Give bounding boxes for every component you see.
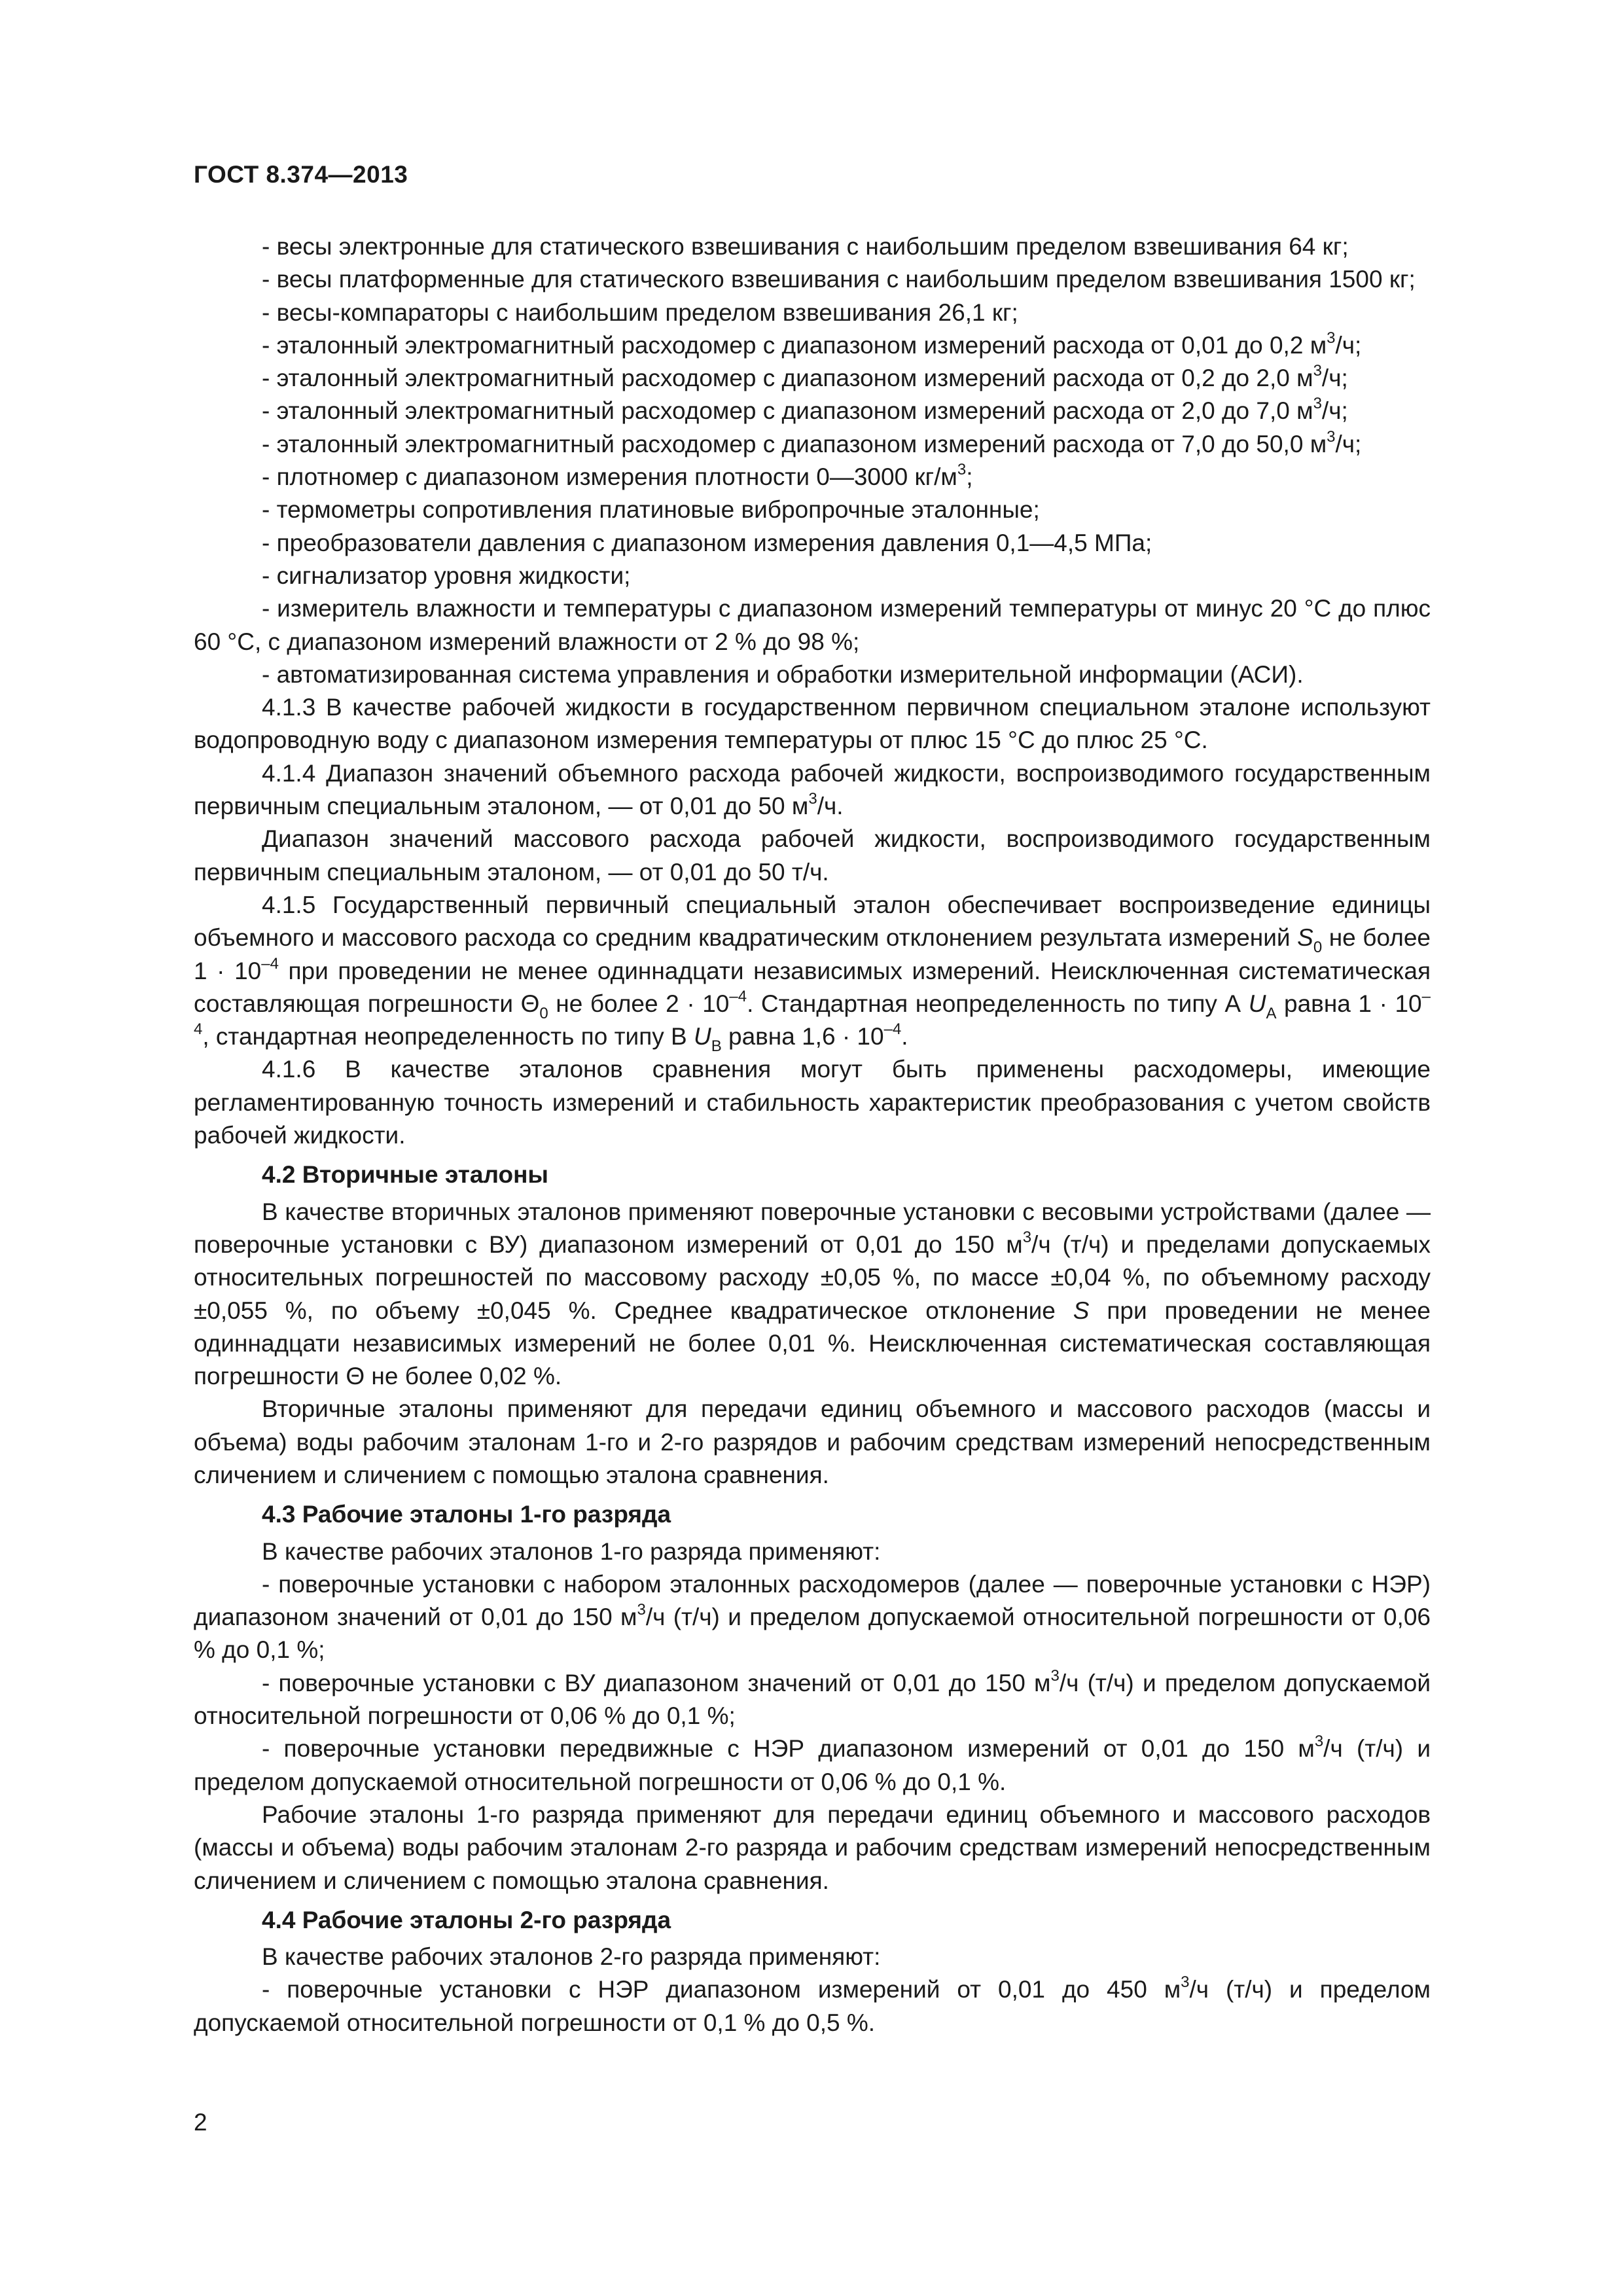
list-item: - поверочные установки с НЭР диапазоном измерений от 0,01 до 450 $м^3/ч$ (т/ч) и пределом допускаемой относительной погрешности от 0,1 % до 0,5 %. xyxy=(194,1973,1431,2036)
document-body xyxy=(194,230,1431,2039)
paragraph: В качестве рабочих эталонов 2-го разряда применяют: xyxy=(262,1943,881,1971)
list-item: - поверочные установки с ВУ диапазоном значений от 0,01 до 150 $м^3/ч$ (т/ч) и пределом допускаемой относительной погрешности от 0,06 % до 0,1 %; xyxy=(194,1666,1431,1730)
section-heading-4-4: 4.4 Рабочие эталоны 2-го разряда xyxy=(262,1906,671,1933)
clause-4-1-3: 4.1.3 В качестве рабочей жидкости в государственном первичном специальном эталоне используют водопроводную воду с диапазоном измерения температуры от плюс 15 °С до плюс 25 °С. xyxy=(194,694,1431,754)
list-item: - поверочные установки передвижные с НЭР диапазоном измерений от 0,01 до 150 $м^3/ч$ (т/ч) и пределом допускаемой относительной погрешности от 0,06 % до 0,1 %. xyxy=(194,1732,1431,1795)
clause-4-1-4: 4.1.4 Диапазон значений объемного расхода рабочей жидкости, воспроизводимого государственным первичным специальным эталоном, — от 0,01 до 50 $м^3/ч$. xyxy=(194,759,1431,820)
list-item: - весы платформенные для статического взвешивания с наибольшим пределом взвешивания 1500 кг; xyxy=(262,266,1416,293)
list-item: - термометры сопротивления платиновые вибропрочные эталонные; xyxy=(262,496,1040,524)
list-item: - эталонный электромагнитный расходомер с диапазоном измерений расхода от 0,01 до 0,2 $м^3/ч$; xyxy=(262,329,1362,359)
list-item: - измеритель влажности и температуры с диапазоном измерений температуры от минус 20 °С до плюс 60 °С, с диапазоном измерений влажности от 2 % до 98 %; xyxy=(194,595,1431,655)
document-header: ГОСТ 8.374—2013 xyxy=(194,161,408,188)
list-item: - весы-компараторы с наибольшим пределом взвешивания 26,1 кг; xyxy=(262,298,1018,326)
list-item: - автоматизированная система управления и обработки измерительной информации (АСИ). xyxy=(262,660,1304,688)
clause-4-1-6: 4.1.6 В качестве эталонов сравнения могут быть применены расходомеры, имеющие регламентированную точность измерений и стабильность характеристик преобразования с учетом свойств рабочей жидкости. xyxy=(194,1056,1431,1149)
list-item: - эталонный электромагнитный расходомер с диапазоном измерений расхода от 0,2 до 2,0 $м^3/ч$; xyxy=(262,362,1348,392)
list-item: - преобразователи давления с диапазоном измерения давления 0,1—4,5 МПа; xyxy=(262,529,1152,556)
list-item: - весы электронные для статического взвешивания с наибольшим пределом взвешивания 64 кг; xyxy=(262,233,1349,260)
list-item: - эталонный электромагнитный расходомер с диапазоном измерений расхода от 7,0 до 50,0 $м^3/ч$; xyxy=(262,427,1362,457)
list-item: - сигнализатор уровня жидкости; xyxy=(262,562,631,589)
list-item: - плотномер с диапазоном измерения плотности 0—3000 $кг/м^3$; xyxy=(262,461,973,491)
list-item: - поверочные установки с набором эталонных расходомеров (далее — поверочные установки с НЭР) диапазоном значений от 0,01 до 150 $м^3/ч$ (т/ч) и пределом допускаемой относительной погрешности от 0,06 % до 0,1 %; xyxy=(194,1570,1431,1664)
paragraph: Вторичные эталоны применяют для передачи единиц объемного и массового расходов (массы и объема) воды рабочим эталонам 1-го и 2-го разрядов и рабочим средствам измерений непосредственным сличением и сличением с помощью эталона сравнения. xyxy=(194,1395,1431,1488)
list-item: - эталонный электромагнитный расходомер с диапазоном измерений расхода от 2,0 до 7,0 $м^3/ч$; xyxy=(262,395,1348,425)
section-heading-4-3: 4.3 Рабочие эталоны 1-го разряда xyxy=(262,1501,671,1528)
paragraph: В качестве вторичных эталонов применяют поверочные установки с весовыми устройствами (далее — поверочные установки с ВУ) диапазоном измерений от 0,01 до 150 $м^3/ч$ (т/ч) и пределами допускаемых относительных погрешностей по массовому расходу ±0,05 %, по массе ±0,04 %, по объемному расходу ±0,055 %, по объему ±0,045 %. Среднее квадратическое отклонение S при проведении не менее одиннадцати независимых измерений не более 0,01 %. Неисключенная систематическая составляющая погрешности Θ не более 0,02 %. xyxy=(194,1198,1431,1390)
section-heading-4-2: 4.2 Вторичные эталоны xyxy=(262,1161,549,1189)
clause-4-1-4-mass: Диапазон значений массового расхода рабочей жидкости, воспроизводимого государственным первичным специальным эталоном, — от 0,01 до 50 т/ч. xyxy=(194,825,1431,886)
page-number: 2 xyxy=(194,2109,207,2136)
paragraph: В качестве рабочих эталонов 1-го разряда применяют: xyxy=(262,1537,881,1565)
paragraph: Рабочие эталоны 1-го разряда применяют для передачи единиц объемного и массового расходов (массы и объема) воды рабочим эталонам 2-го разряда и рабочим средствам измерений непосредственным сличением и сличением с помощью эталона сравнения. xyxy=(194,1801,1431,1894)
clause-4-1-5: 4.1.5 Государственный первичный специальный эталон обеспечивает воспроизведение единицы объемного и массового расхода со средним квадратическим отклонением результата измерений $S_0$ не более $1 \cdot 10^{-4}$ при проведении не менее одиннадцати независимых измерений. Неисключенная систематическая составляющая погрешности $\Theta_0$ не более $2 \cdot 10^{-4}$. Стандартная неопределенность по типу А $U_A$ равна $1 \cdot 10^{-4}$, стандартная неопределенность по типу В $U_B$ равна $1,6 \cdot 10^{-4}$. xyxy=(194,891,1431,1056)
